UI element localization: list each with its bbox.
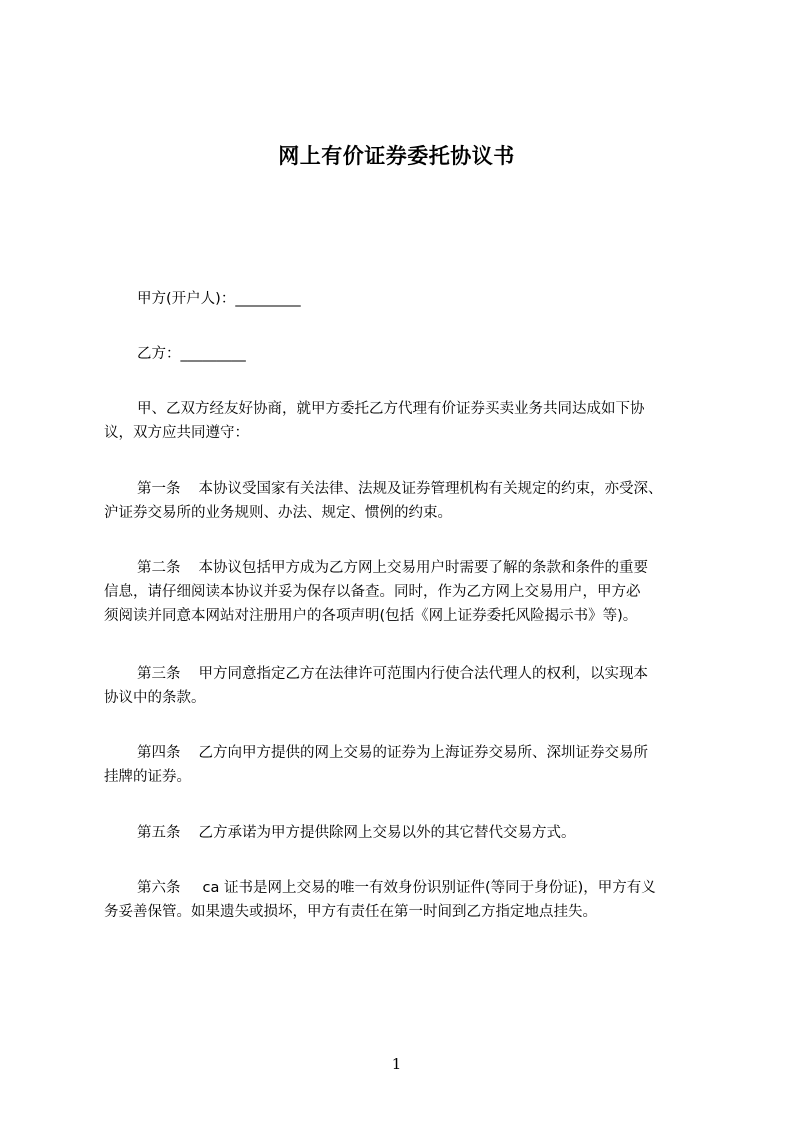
article-4	[104, 741, 708, 789]
intro-paragraph	[104, 397, 708, 445]
article-1-label: 第一条	[137, 481, 181, 497]
article-3-text-1: 甲方同意指定乙方在法律许可范围内行使合法代理人的权利，以实现本	[198, 666, 648, 682]
article-4-line-1	[104, 741, 708, 765]
article-6-line-1	[104, 876, 708, 900]
article-5-text-1: 乙方承诺为甲方提供除网上交易以外的其它替代交易方式。	[198, 825, 576, 841]
party-b-text: 乙方：_________	[137, 346, 246, 362]
document-title: 网上有价证券委托协议书	[278, 144, 515, 168]
party-a-line	[104, 287, 708, 311]
article-4-text-1: 乙方向甲方提供的网上交易的证券为上海证券交易所、深圳证券交易所	[198, 745, 648, 761]
article-1-text-1: 本协议受国家有关法律、法规及证券管理机构有关规定的约束，亦受深、	[198, 481, 663, 497]
article-4-label: 第四条	[137, 745, 181, 761]
party-b-line	[104, 342, 708, 366]
article-4-line-2: 挂牌的证券。	[104, 769, 191, 785]
article-1-line-1	[104, 477, 708, 501]
article-2-line-1	[104, 556, 708, 580]
article-5-line-1	[104, 821, 708, 845]
article-5-label: 第五条	[137, 825, 181, 841]
article-3-line-2: 协议中的条款。	[104, 690, 206, 706]
article-6-text-1: ca 证书是网上交易的唯一有效身份识别证件(等同于身份证)，甲方有义	[202, 880, 656, 896]
article-6	[104, 876, 708, 924]
intro-line-2: 议，双方应共同遵守：	[104, 425, 249, 441]
party-a-text: 甲方(开户人)：_________	[137, 291, 301, 307]
article-2-line-3: 须阅读并同意本网站对注册用户的各项声明(包括《网上证券委托风险揭示书》等)。	[104, 608, 638, 624]
article-3-label: 第三条	[137, 666, 181, 682]
article-6-label: 第六条	[137, 880, 181, 896]
article-2-line-2: 信息，请仔细阅读本协议并妥为保存以备查。同时，作为乙方网上交易用户，甲方必	[104, 584, 641, 600]
article-5	[104, 821, 708, 845]
article-2	[104, 556, 708, 628]
article-2-label: 第二条	[137, 560, 181, 576]
article-2-text-1: 本协议包括甲方成为乙方网上交易用户时需要了解的条款和条件的重要	[198, 560, 648, 576]
article-1-line-2: 沪证券交易所的业务规则、办法、规定、惯例的约束。	[104, 505, 452, 521]
article-6-line-2: 务妥善保管。如果遗失或损坏，甲方有责任在第一时间到乙方指定地点挂失。	[104, 904, 597, 920]
article-3	[104, 662, 708, 710]
intro-line-1: 甲、乙双方经友好协商，就甲方委托乙方代理有价证券买卖业务共同达成如下协	[137, 401, 645, 417]
page-number: 1	[391, 1055, 402, 1073]
article-1	[104, 477, 708, 525]
article-3-line-1	[104, 662, 708, 686]
